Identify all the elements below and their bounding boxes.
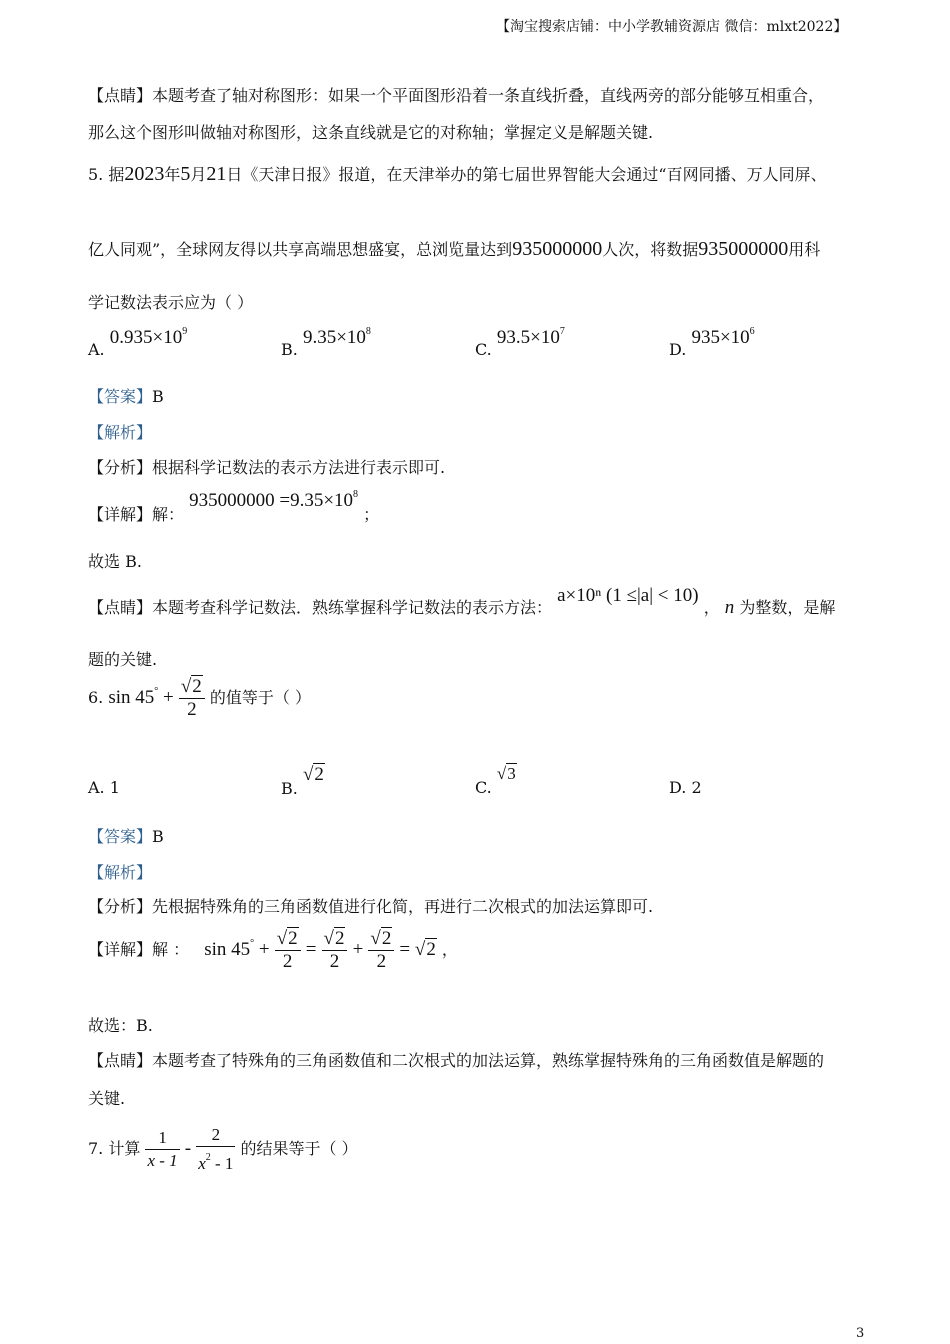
q5-text-1: 据 (108, 165, 125, 184)
dianjing-text: 【点睛】本题考查科学记数法．熟练掌握科学记数法的表示方法： (88, 598, 553, 617)
q6-dianjing-line2: 关键. (88, 1089, 126, 1108)
q5-stem-line1 (88, 162, 827, 186)
q4-dianjing-line2: 那么这个图形叫做轴对称图形，这条直线就是它的对称轴；掌握定义是解题关键. (88, 123, 654, 142)
q5-text-7: 用科 (788, 240, 821, 259)
option-label: A. (88, 340, 105, 359)
fraction: $\frac{√2}{2}$ (179, 676, 205, 721)
detail-lhs: 935000000 (189, 490, 275, 511)
plus-sign: + (163, 687, 174, 708)
q5-option-a: A. $0.935\times 10^9$ (88, 326, 188, 359)
q5-option-d: D. $935\times 10^6$ (669, 326, 755, 359)
q6-stem (88, 676, 311, 721)
q5-stem-line3: 学记数法表示应为（ ） (88, 293, 254, 312)
q7-tail: 的结果等于（ ） (240, 1139, 358, 1158)
q5-month: 5 (180, 163, 191, 185)
q6-dianjing-line1: 【点睛】本题考查了特殊角的三角函数值和二次根式的加法运算，熟练掌握特殊角的三角函数值是解题的 (88, 1051, 825, 1070)
q7-prefix: 计算 (108, 1139, 141, 1158)
option-text: 2 (314, 764, 324, 785)
fraction-den: x - 1 (147, 1151, 178, 1170)
q5-day: 21 (206, 163, 227, 185)
option-label: B. (281, 779, 298, 798)
q5-fenxi: 【分析】根据科学记数法的表示方法进行表示即可. (88, 458, 446, 477)
option-text: 3 (507, 764, 516, 783)
q6-guxuan: 故选：B. (88, 1016, 153, 1035)
q5-option-c: C. $93.5\times 10^7$ (475, 326, 565, 359)
fraction-3: $\frac{√2}{2}$ (368, 928, 394, 973)
q5-option-b: B. $9.35\times 10^8$ (281, 326, 371, 359)
q5-dianjing-line2: 题的关键. (88, 650, 158, 669)
detail-prefix: 【详解】解 ： (88, 940, 190, 959)
q6-answer (88, 824, 164, 847)
q7-stem (88, 1124, 358, 1175)
q6-number: 6. (88, 688, 104, 707)
fraction-num: 1 (145, 1127, 179, 1150)
q4-dianjing-line1: 【点睛】本题考查了轴对称图形：如果一个平面图形沿着一条直线折叠，直线两旁的部分能够互相重合， (88, 86, 825, 105)
fraction-den: 2 (282, 951, 293, 972)
q5-stem-line2 (88, 237, 820, 261)
q6-fenxi: 【分析】先根据特殊角的三角函数值进行化简，再进行二次根式的加法运算即可. (88, 897, 654, 916)
minus-sign: - (184, 1138, 192, 1159)
q7-number: 7. (88, 1139, 104, 1158)
q5-number: 5. (88, 165, 104, 184)
option-text: 2 (691, 778, 702, 797)
q5-year: 2023 (124, 163, 165, 185)
detail-end: ； (363, 505, 380, 524)
page-header: 【淘宝搜索店铺：中小学教辅资源店 微信：mlxt2022】 (496, 19, 848, 35)
fraction-den: 2 (187, 699, 197, 720)
answer-tag: 【答案】 (88, 387, 153, 406)
option-exp: 8 (365, 326, 371, 337)
option-label: B. (281, 340, 298, 359)
answer-value: B (152, 827, 164, 846)
detail-end: ， (441, 940, 458, 959)
q6-detail: 【详解】解 ： sin 45° + $\frac{√2}{2}$ = $\frac{√2}{2}$ + $\frac{√2}{2}$ = √2 ， (88, 928, 458, 972)
option-mantissa: 0.935 (109, 327, 153, 348)
sqrt-arg: 2 (192, 676, 202, 697)
fraction-den: 2 (376, 951, 387, 972)
q5-value: 935000000 (512, 238, 603, 260)
option-text: 1 (109, 778, 120, 797)
q5-guxuan: 故选 B. (88, 552, 142, 571)
fraction-1: $\frac{√2}{2}$ (275, 928, 301, 973)
option-label: D. (669, 340, 687, 359)
q7-fraction-1 (145, 1127, 179, 1172)
q5-text-3: 月 (190, 165, 207, 184)
q5-analysis-tag: 【解析】 (88, 423, 153, 442)
sqrt-arg: 2 (381, 928, 392, 949)
dianjing-comma: ， (703, 598, 720, 617)
sqrt-arg: 2 (334, 928, 345, 949)
detail-rhs: =9.35 (279, 490, 324, 511)
option-mantissa: 935 (691, 327, 720, 348)
option-mantissa: 9.35 (302, 327, 337, 348)
option-label: C. (475, 340, 492, 359)
q7-fraction-2 (196, 1124, 235, 1175)
option-exp: 7 (559, 326, 565, 337)
degree-sign: ° (250, 938, 255, 949)
q5-value-2: 935000000 (698, 238, 789, 260)
q6-option-b: B. √2 (281, 764, 324, 798)
detail-exp: 8 (353, 489, 359, 500)
fraction-den-exp: 2 (205, 1152, 211, 1163)
option-exp: 6 (749, 326, 755, 337)
page-number: 3 (856, 1326, 865, 1341)
degree-sign: ° (154, 686, 159, 697)
fraction-den: 2 (329, 951, 340, 972)
q5-text-5: 亿人同观”，全球网友得以共享高端思想盛宴，总浏览量达到 (88, 240, 513, 259)
q5-answer (88, 384, 164, 407)
answer-value: B (152, 387, 164, 406)
answer-tag: 【答案】 (88, 827, 153, 846)
q5-text-2: 年 (164, 165, 181, 184)
option-label: C. (475, 778, 492, 797)
q6-option-d (669, 778, 702, 797)
q6-tail: 的值等于（ ） (209, 688, 311, 707)
q5-text-6: 人次，将数据 (602, 240, 699, 259)
dianjing-formula: a×10ⁿ (1 ≤|a| < 10) (557, 585, 699, 606)
fraction-2: $\frac{√2}{2}$ (322, 928, 348, 973)
dianjing-n: n (724, 597, 735, 618)
fraction-den-var: x (198, 1154, 206, 1173)
fraction-den-rest: - 1 (210, 1154, 234, 1173)
dianjing-text-2: 为整数，是解 (739, 598, 836, 617)
option-exp: 9 (182, 326, 188, 337)
option-label: A. (88, 778, 105, 797)
q6-analysis-tag: 【解析】 (88, 863, 153, 882)
sin-expr: sin 45 (204, 939, 251, 960)
detail-prefix: 【详解】解： (88, 505, 185, 524)
q5-detail: 【详解】解： $935000000 =9.35\times 10^8$ ； (88, 489, 380, 524)
option-mantissa: 93.5 (496, 327, 531, 348)
q5-dianjing (88, 583, 836, 618)
q6-option-c: C. √3 (475, 764, 516, 797)
sqrt-arg: 2 (426, 939, 436, 960)
sqrt-arg: 2 (288, 928, 298, 949)
q6-option-a (88, 778, 120, 797)
sin-expr: sin 45 (108, 687, 155, 708)
q5-text-4: 日《天津日报》报道，在天津举办的第七届世界智能大会通过“百网同播、万人同屏、 (226, 165, 827, 184)
fraction-num: 2 (196, 1124, 235, 1147)
option-label: D. (669, 778, 687, 797)
